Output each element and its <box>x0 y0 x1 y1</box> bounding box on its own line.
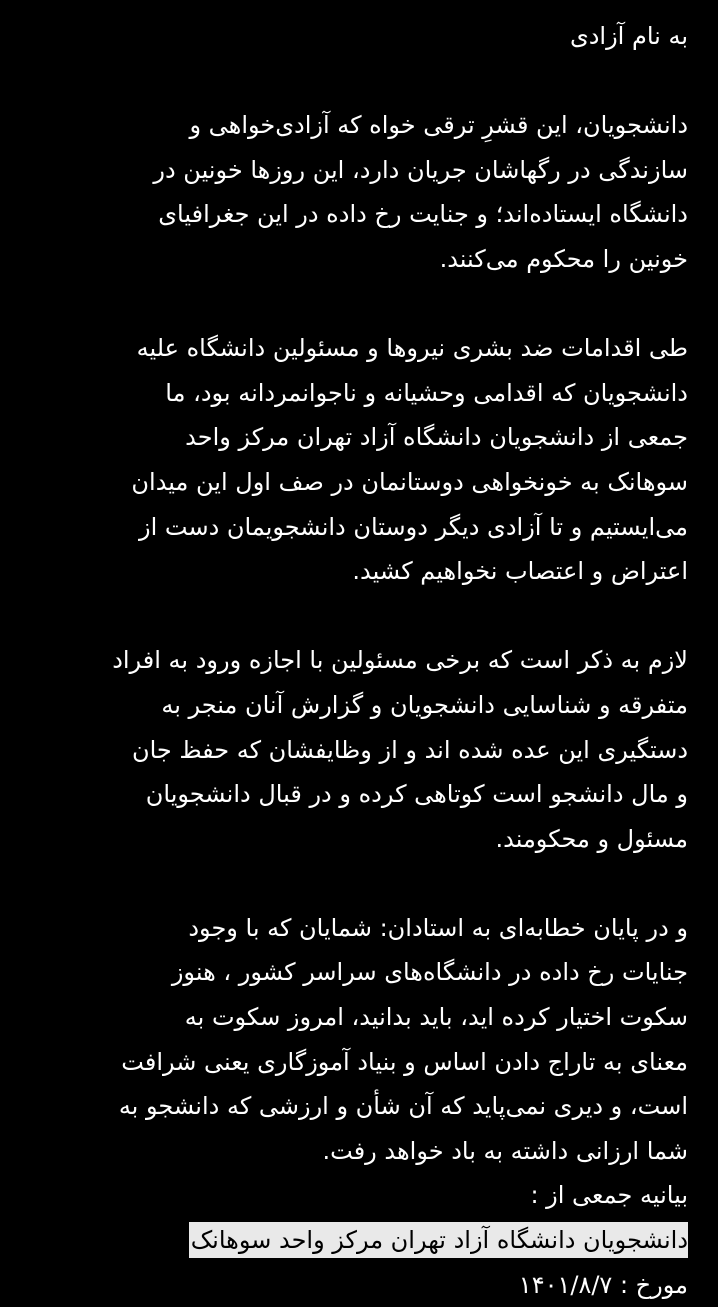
paragraph-1 <box>40 103 688 281</box>
text-line: سکوت اختیار کرده اید، باید بدانید، امروز سکوت به <box>184 1003 688 1032</box>
text-line: طی اقدامات ضد بشری نیروها و مسئولین دانشگاه علیه <box>136 334 688 363</box>
text-line: و مال دانشجو است کوتاهی کرده و در قبال دانشجویان <box>145 780 688 809</box>
paragraph-4 <box>40 906 688 1174</box>
text-line: معنای به تاراج دادن اساس و بنیاد آموزگاری یعنی شرافت <box>121 1047 688 1076</box>
signature-date: مورخ : ۱۴۰۱/۸/۷ <box>518 1270 688 1299</box>
signature-block <box>40 1173 688 1307</box>
text-line: جنایات رخ داده در دانشگاه‌های سراسر کشور ، هنوز <box>171 958 688 987</box>
paragraph-gap <box>40 59 688 104</box>
paragraph-2 <box>40 326 688 594</box>
text-line: متفرقه و شناسایی دانشجویان و گزارش آنان منجر به <box>161 690 688 719</box>
text-line: دانشگاه ایستاده‌اند؛ و جنایت رخ داده در این جغرافیای <box>158 200 688 229</box>
text-line: است، و دیری نمی‌پاید که آن شأن و ارزشی که دانشجو به <box>118 1092 688 1121</box>
statement-document <box>40 14 688 1307</box>
paragraph-gap <box>40 594 688 639</box>
text-line: دستگیری این عده شده اند و از وظایفشان که حفظ جان <box>131 735 688 764</box>
text-line: لازم به ذکر است که برخی مسئولین با اجازه ورود به افراد <box>112 646 688 675</box>
text-line: دانشجویان، این قشرِ ترقی خواه که آزادی‌خواهی و <box>189 111 688 140</box>
signature-name-line <box>40 1218 688 1263</box>
paragraph-3 <box>40 638 688 861</box>
signature-label: بیانیه جمعی از : <box>530 1181 688 1210</box>
text-line: دانشجویان که اقدامی وحشیانه و ناجوانمردانه بود، ما <box>165 378 688 407</box>
text-line: و در پایان خطابه‌ای به استادان: شمایان که با وجود <box>188 913 688 942</box>
paragraph-gap <box>40 861 688 906</box>
text-line: سازندگی در رگهاشان جریان دارد، این روزها خونین در <box>153 155 688 184</box>
greeting-line: به نام آزادی <box>569 22 688 50</box>
text-line: خونین را محکوم می‌کنند. <box>439 244 688 273</box>
text-line: می‌ایستیم و تا آزادی دیگر دوستان دانشجویمان دست از <box>139 512 688 541</box>
paragraph-gap <box>40 282 688 327</box>
text-line: مسئول و محکومند. <box>495 824 688 853</box>
text-line: اعتراض و اعتصاب نخواهیم کشید. <box>352 557 688 586</box>
text-line: جمعی از دانشجویان دانشگاه آزاد تهران مرکز واحد <box>185 423 688 452</box>
highlighted-signature-name[interactable]: دانشجویان دانشگاه آزاد تهران مرکز واحد سوهانک <box>189 1222 688 1258</box>
text-line: سوهانک به خونخواهی دوستانمان در صف اول این میدان <box>131 467 688 496</box>
text-line: شما ارزانی داشته به باد خواهد رفت. <box>322 1136 688 1165</box>
